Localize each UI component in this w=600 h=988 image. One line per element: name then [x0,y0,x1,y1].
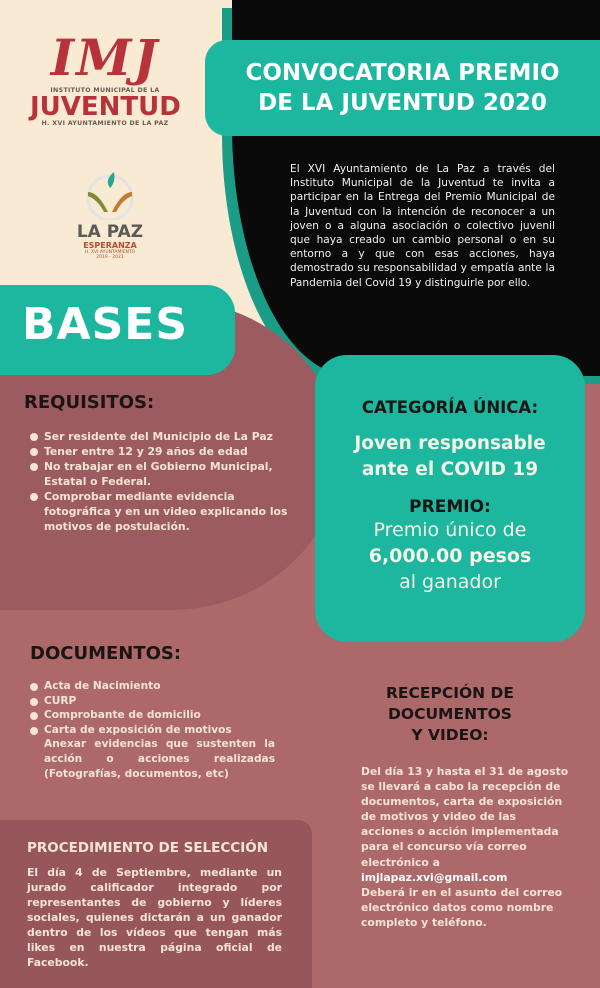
list-item: Ser residente del Municipio de La Paz [30,429,300,444]
requisitos-list [30,429,300,534]
la-paz-logo [70,170,150,260]
lapaz-tagline: ESPERANZA [83,241,137,250]
bases-heading: BASES [0,285,235,375]
categoria-line-1: Joven responsable [354,433,546,454]
lapaz-years: 2019 - 2021 [96,255,124,260]
logo-juventud-text: JUVENTUD [30,92,181,122]
imj-logo-letters: IMJ [50,28,160,87]
title-banner [205,40,600,136]
recepcion-text [361,764,571,930]
email-link[interactable]: imjlapaz.xvi@gmail.com [361,870,508,884]
list-item: No trabajar en el Gobierno Municipal, Estatal o Federal. [30,459,300,489]
logo-council-text: H. XVI AYUNTAMIENTO DE LA PAZ [41,120,169,127]
recepcion-heading-1: RECEPCIÓN DE [386,684,514,702]
premio-line-3: al ganador [399,571,501,593]
categoria-card [315,355,585,642]
intro-paragraph: El XVI Ayuntamiento de La Paz a través del Instituto Municipal de la Juventud te invita a participar en la Entrega del Premio Municipal de la Juventud con la intención de reconocer a un joven o a alguna asociación o colectivo juvenil que haya creado un cambio personal o en su entorno a y que con esas acciones, haya demostrado su responsabilidad y empatía ante la Pandemia del Covid 19 y distinguirle por ello. [290,163,555,289]
documentos-note: Anexar evidencias que sustenten la acción o acciones realizadas (Fotografías, documentos, etc) [44,738,275,780]
requisitos-heading: REQUISITOS: [24,392,155,413]
recepcion-heading-2: DOCUMENTOS [388,705,512,723]
lapaz-name: LA PAZ [76,222,144,242]
list-item: Comprobante de domicilio [30,708,275,723]
recepcion-text-1: Del día 13 y hasta el 31 de agosto se llevará a cabo la recepción de documentos, carta de exposición de motivos y video de las acciones o acción implementada para el concurso vía correo electrónico a [361,765,569,869]
title-line-2: DE LA JUVENTUD 2020 [258,90,547,116]
documentos-heading: DOCUMENTOS: [30,643,182,664]
premio-amount: 6,000.00 pesos [368,545,532,567]
list-item: Tener entre 12 y 29 años de edad [30,444,300,459]
premio-heading: PREMIO: [409,497,491,517]
procedimiento-heading: PROCEDIMIENTO DE SELECCIÓN [27,840,268,856]
categoria-line-2: ante el COVID 19 [361,459,539,480]
list-item: Carta de exposición de motivos [30,723,275,738]
list-item: Comprobar mediante evidencia fotográfica y en un video explicando los motivos de postulación. [30,489,300,534]
categoria-value [315,431,585,483]
categoria-heading: CATEGORÍA ÚNICA: [361,398,539,417]
lapaz-council: H. XVI AYUNTAMIENTO [84,250,136,255]
procedimiento-text: El día 4 de Septiembre, mediante un jurado calificador integrado por representantes de gobierno y líderes sociales, quienes dictarán a un ganador dentro de los vídeos que tengan más likes en nuestra página oficial de Facebook. [27,866,282,969]
list-item: Acta de Nacimiento [30,679,275,694]
premio-line-1: Premio único de [373,519,527,541]
recepcion-text-2: Deberá ir en el asunto del correo electrónico datos como nombre completo y teléfono. [361,885,563,929]
recepcion-heading [340,683,560,746]
list-item: CURP [30,694,275,709]
logo-institute-text: INSTITUTO MUNICIPAL DE LA [50,87,160,94]
imj-juventud-logo [30,28,180,153]
recepcion-heading-3: Y VIDEO: [411,726,489,744]
documentos-list [30,679,275,781]
title-line-1: CONVOCATORIA PREMIO [245,60,560,86]
hands-plant-icon [80,170,140,220]
